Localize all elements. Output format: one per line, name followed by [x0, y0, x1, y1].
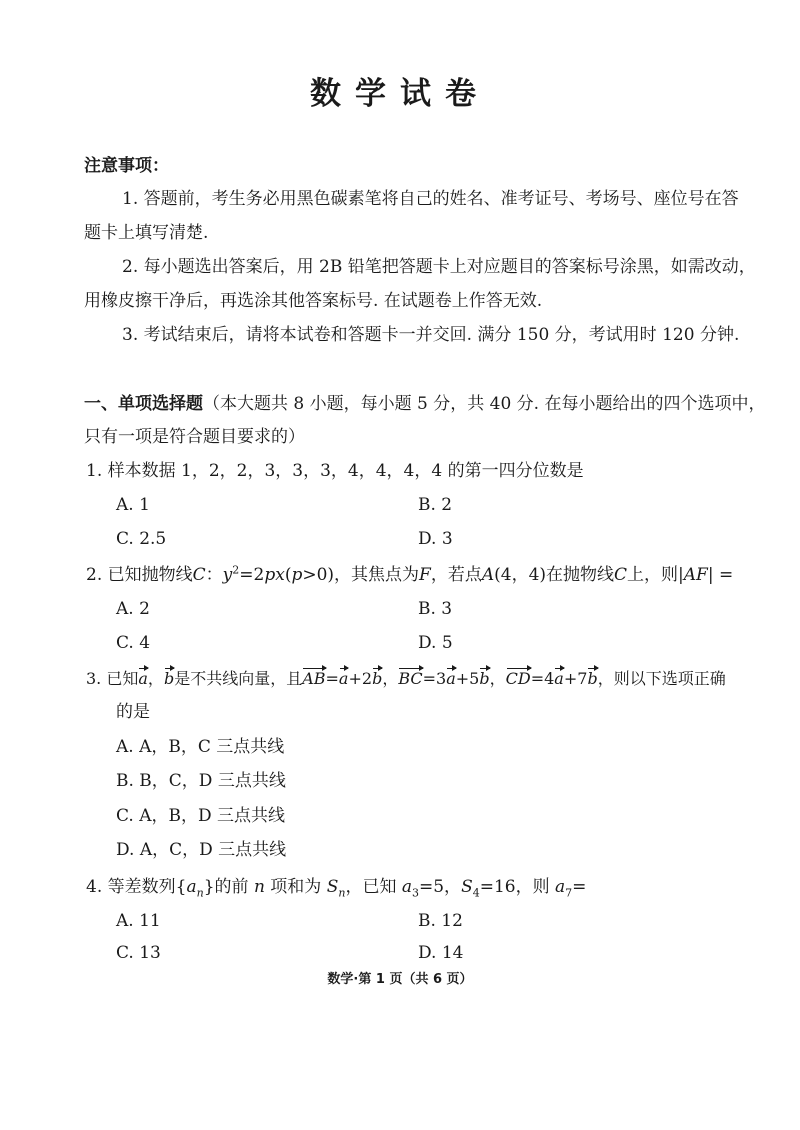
- question-1-option-c: C. 2.5: [116, 529, 167, 549]
- notice-item-1-line-1: 1. 答题前，考生务必用黑色碳素笔将自己的姓名、准考证号、考场号、座位号在答: [122, 189, 739, 209]
- question-1-option-a: A. 1: [116, 495, 150, 515]
- question-3-stem: 3. 已知a，b是不共线向量，且AB=a+2b，BC=3a+5b，CD=4a+7b，则以下选项正确: [86, 669, 726, 688]
- section-1-heading-line-1: [84, 393, 766, 415]
- question-2-option-b: B. 3: [418, 599, 453, 619]
- question-4-option-a: A. 11: [116, 911, 161, 931]
- question-2-stem: 2. 已知抛物线C：$y^2=2px(p>0)$，其焦点为F，若点A(4，4)在抛物线C上，则|AF| =: [86, 563, 734, 585]
- question-3-stem-line-2: 的是: [116, 702, 150, 722]
- section-1-description: （本大题共 8 小题，每小题 5 分，共 40 分. 在每小题给出的四个选项中，: [203, 394, 766, 414]
- question-2-option-d: D. 5: [418, 633, 453, 653]
- notice-item-2-line-1: 2. 每小题选出答案后，用 2B 铅笔把答题卡上对应题目的答案标号涂黑，如需改动，: [122, 257, 756, 277]
- question-1-option-b: B. 2: [418, 495, 453, 515]
- section-1-heading: 一、单项选择题: [84, 394, 203, 414]
- page-footer: 数学·第 1 页（共 6 页）: [327, 972, 473, 987]
- question-1-option-d: D. 3: [418, 529, 453, 549]
- question-3-option-a: A. A，B，C 三点共线: [116, 737, 285, 757]
- section-1-description-line-2: 只有一项是符合题目要求的）: [84, 427, 305, 447]
- notice-item-2-line-2: 用橡皮擦干净后，再选涂其他答案标号. 在试题卷上作答无效.: [84, 291, 543, 311]
- question-4-option-c: C. 13: [116, 943, 161, 963]
- page-title: 数学试卷: [310, 76, 490, 112]
- question-4-stem: 4. 等差数列$\{a_n\}$的前 n 项和为 $S_n$，已知 $a_3=5$，$S_4=16$，则 $a_7=$: [86, 877, 587, 900]
- notice-item-1-line-2: 题卡上填写清楚.: [84, 223, 209, 243]
- notice-heading: 注意事项：: [84, 156, 169, 176]
- question-4-option-b: B. 12: [418, 911, 463, 931]
- question-1-stem: 1. 样本数据 1，2，2，3，3，3，4，4，4，4 的第一四分位数是: [86, 461, 584, 481]
- notice-item-3-line-1: 3. 考试结束后，请将本试卷和答题卡一并交回. 满分 150 分，考试用时 120 分钟.: [122, 325, 740, 345]
- question-4-option-d: D. 14: [418, 943, 464, 963]
- question-3-option-d: D. A，C，D 三点共线: [116, 840, 287, 860]
- question-2-option-c: C. 4: [116, 633, 151, 653]
- question-3-option-b: B. B，C，D 三点共线: [116, 771, 286, 791]
- question-2-option-a: A. 2: [116, 599, 150, 619]
- question-3-option-c: C. A，B，D 三点共线: [116, 806, 286, 826]
